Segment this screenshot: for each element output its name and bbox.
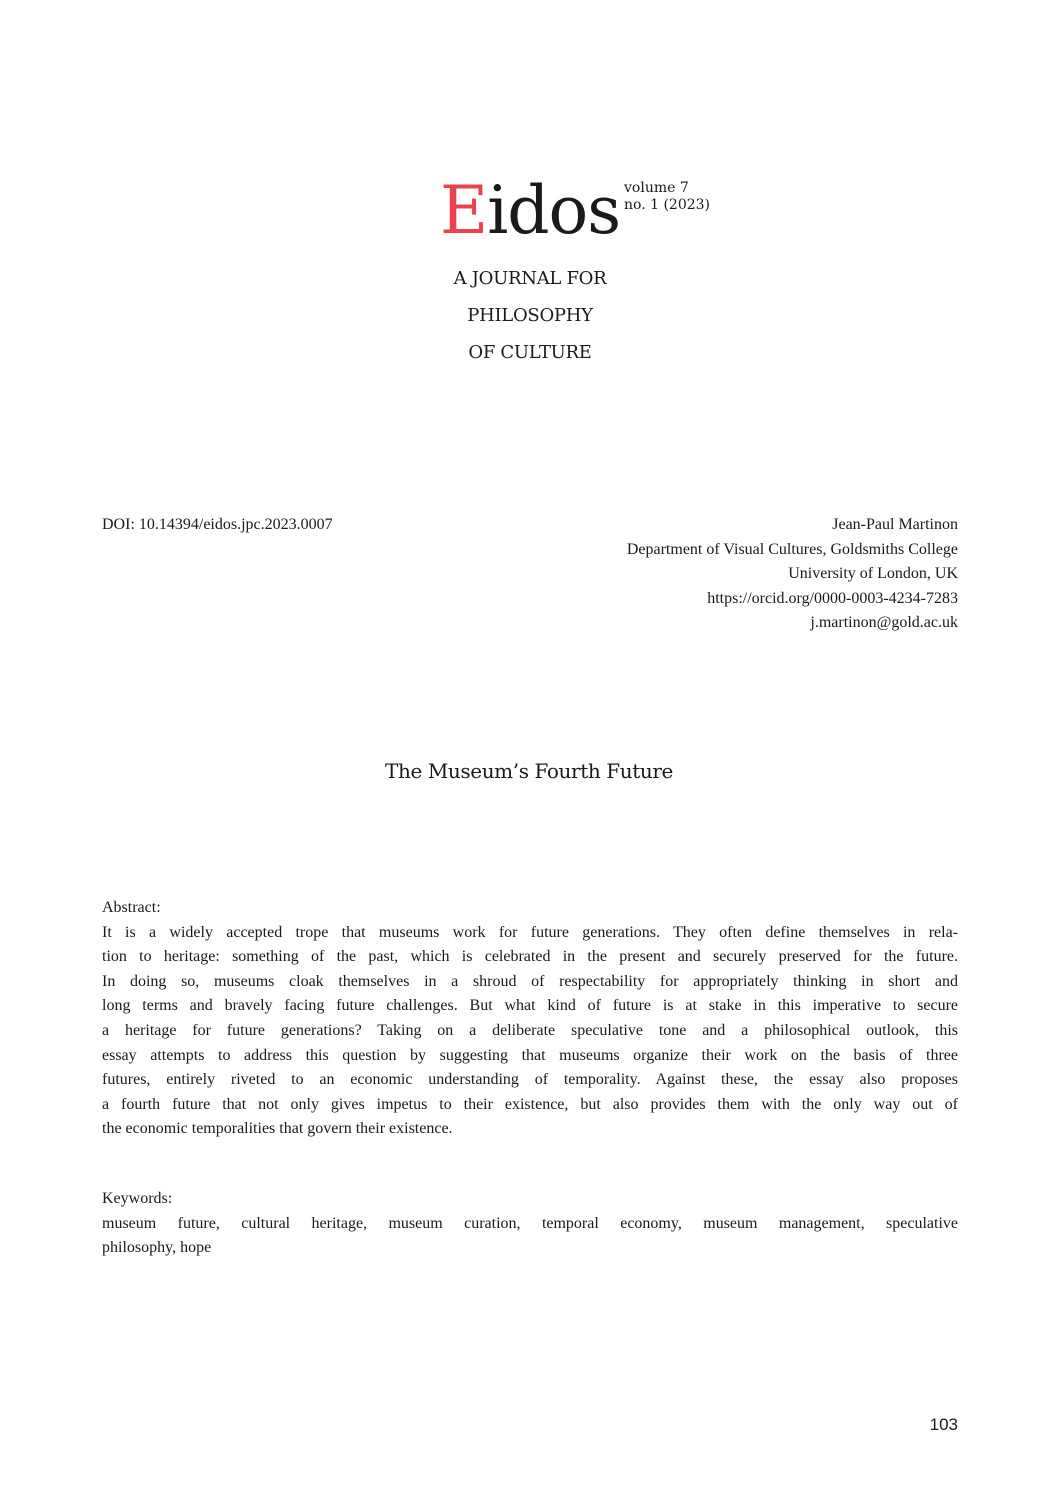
abstract <box>102 896 958 1142</box>
abstract-line: long terms and bravely facing future challenges. But what kind of future is at stake in this imperative to secure <box>102 997 958 1015</box>
subtitle-line: A JOURNAL FOR <box>453 268 607 289</box>
abstract-line: In doing so, museums cloak themselves in a shroud of respectability for appropriately thinking in short and <box>102 972 958 990</box>
abstract-line: futures, entirely riveted to an economic understanding of temporality. Against these, the essay also proposes <box>102 1071 958 1089</box>
author-block <box>627 513 958 636</box>
subtitle-line: OF CULTURE <box>468 342 592 363</box>
article-title: The Museum’s Fourth Future <box>385 759 673 783</box>
keywords-line: museum future, cultural heritage, museum curation, temporal economy, museum management, speculative <box>102 1214 958 1232</box>
keywords-line: philosophy, hope <box>102 1239 212 1257</box>
volume-label: volume 7 <box>624 180 689 196</box>
abstract-line: a fourth future that not only gives impetus to their existence, but also provides them with the only way out of <box>102 1095 958 1113</box>
journal-subtitle <box>370 260 690 371</box>
abstract-label: Abstract: <box>102 899 161 916</box>
keywords-label: Keywords: <box>102 1190 173 1207</box>
author-name: Jean-Paul Martinon <box>832 516 958 533</box>
abstract-line: a heritage for future generations? Taking on a deliberate speculative tone and a philosophical outlook, this <box>102 1021 958 1039</box>
journal-masthead <box>440 172 740 249</box>
abstract-line: essay attempts to address this question by suggesting that museums organize their work on the basis of three <box>102 1046 958 1064</box>
abstract-line: tion to heritage: something of the past, which is celebrated in the present and securely preserved for the future. <box>102 948 958 966</box>
doi: DOI: 10.14394/eidos.jpc.2023.0007 <box>102 516 333 533</box>
abstract-line: the economic temporalities that govern their existence. <box>102 1120 453 1138</box>
abstract-line: It is a widely accepted trope that museums work for future generations. They often define themselves in rela- <box>102 923 958 941</box>
journal-logo <box>440 172 621 249</box>
author-department: Department of Visual Cultures, Goldsmiths College <box>626 540 958 558</box>
author-orcid[interactable]: https://orcid.org/0000-0003-4234-7283 <box>707 589 958 607</box>
page-number: 103 <box>929 1415 958 1434</box>
logo-rest: idos <box>487 172 621 249</box>
author-email[interactable]: j.martinon@gold.ac.uk <box>810 614 958 631</box>
keywords <box>102 1187 958 1261</box>
author-university: University of London, UK <box>788 565 958 582</box>
issue-label: no. 1 (2023) <box>624 197 711 213</box>
subtitle-line: PHILOSOPHY <box>467 305 593 326</box>
logo-initial: E <box>440 172 488 249</box>
issue-info <box>624 180 710 214</box>
